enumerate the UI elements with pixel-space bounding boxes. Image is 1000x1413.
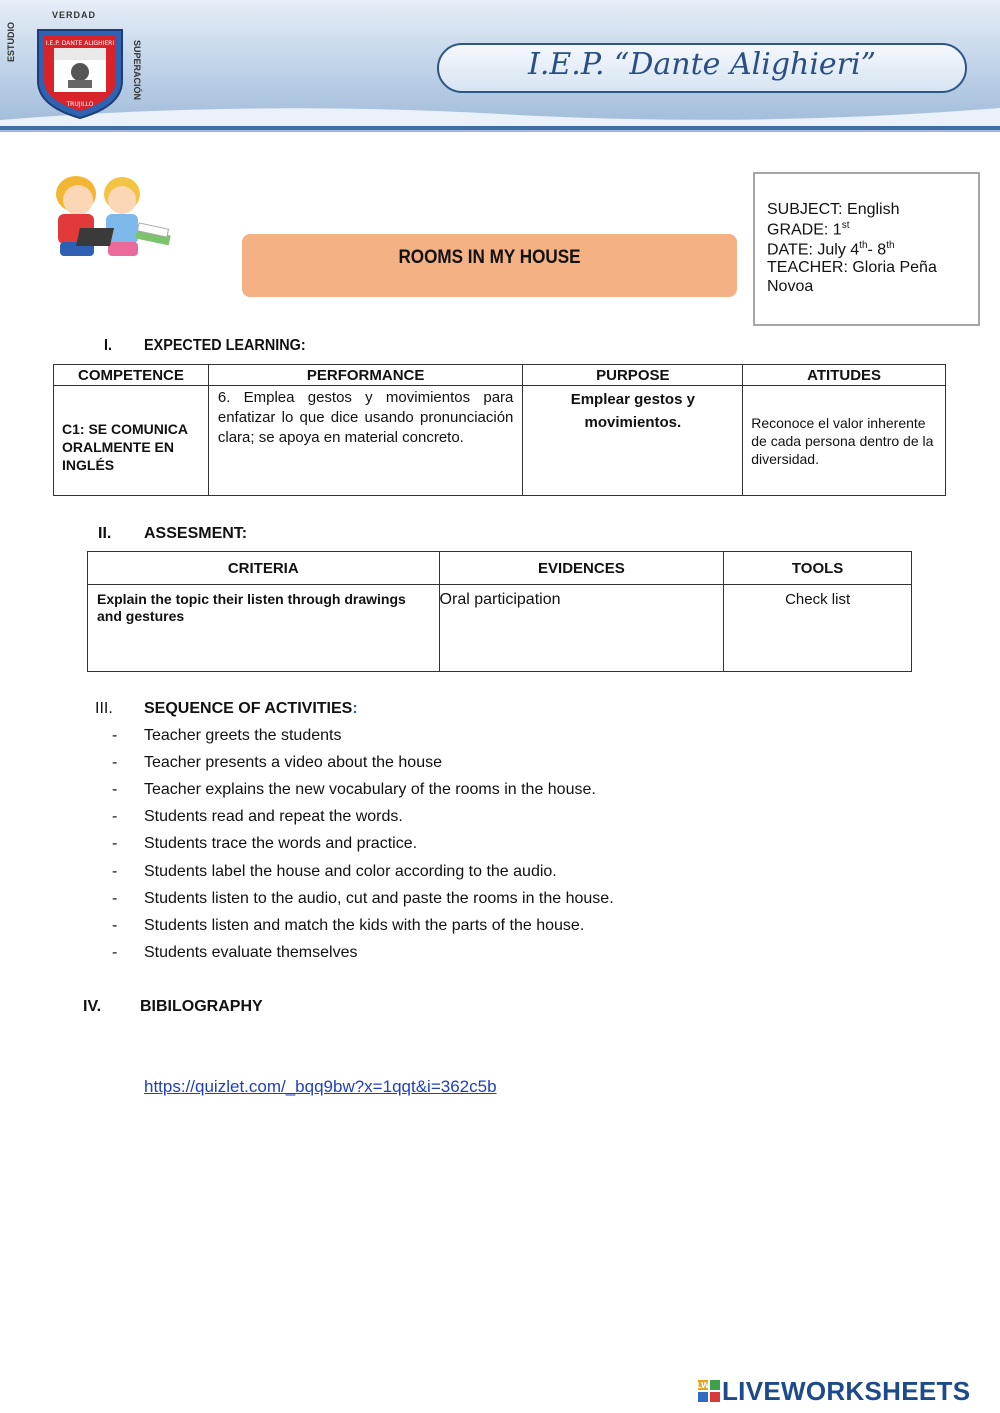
section-number: IV. (83, 998, 102, 1015)
list-bullet: - (112, 917, 118, 934)
activity-item: Teacher presents a video about the house (144, 754, 442, 771)
liveworksheets-logo-icon (698, 1380, 720, 1402)
logo-letters: LW (696, 1381, 710, 1390)
table-header-row (54, 365, 946, 386)
crest-top-text: VERDAD (52, 10, 97, 20)
activity-item: Students listen to the audio, cut and paste the rooms in the house. (144, 890, 614, 907)
list-bullet: - (112, 781, 118, 798)
list-bullet: - (112, 944, 118, 961)
list-bullet: - (112, 727, 118, 744)
section-number: I. (104, 337, 113, 354)
list-bullet: - (112, 863, 118, 880)
list-bullet: - (112, 808, 118, 825)
activity-item: Students listen and match the kids with the parts of the house. (144, 917, 585, 934)
section-title-assessment: ASSESMENT: (144, 525, 248, 542)
table-row (54, 386, 946, 496)
kids-studying-illustration (50, 168, 180, 262)
criteria-cell: Explain the topic their listen through drawings and gestures (88, 585, 440, 672)
table-header-row (88, 552, 912, 585)
table-header-cell: PERFORMANCE (208, 365, 523, 386)
competence-cell: C1: SE COMUNICA ORALMENTE EN INGLÉS (54, 386, 209, 496)
performance-cell: 6. Emplea gestos y movimientos para enfatizar lo que dice usando pronunciación clara; se apoya en material concreto. (208, 386, 523, 496)
header-underline (0, 126, 1000, 130)
assessment-table (87, 551, 912, 672)
expected-learning-table (53, 364, 946, 496)
activity-item: Students evaluate themselves (144, 944, 358, 961)
table-header-cell: TOOLS (724, 552, 912, 585)
activity-item: Students label the house and color according to the audio. (144, 863, 557, 880)
table-header-cell: EVIDENCES (439, 552, 724, 585)
purpose-cell: Emplear gestos y movimientos. (523, 386, 743, 496)
evidences-cell: Oral participation (439, 585, 724, 672)
activity-item: Teacher greets the students (144, 727, 342, 744)
activity-item: Students trace the words and practice. (144, 835, 418, 852)
section-number: II. (98, 525, 112, 542)
grade-line: GRADE: 1st (767, 220, 850, 239)
subject-line: SUBJECT: English (767, 201, 900, 218)
attitudes-cell: Reconoce el valor inherente de cada persona dentro de la diversidad. (743, 386, 946, 496)
crest-right-text: SUPERACIÓN (132, 40, 142, 101)
activity-item: Students read and repeat the words. (144, 808, 403, 825)
table-header-cell: CRITERIA (88, 552, 440, 585)
table-header-cell: ATITUDES (743, 365, 946, 386)
section-title-bibliography: BIBILOGRAPHY (140, 998, 263, 1015)
teacher-line: TEACHER: Gloria Peña (767, 259, 937, 276)
section-title-activities: SEQUENCE OF ACTIVITIES: (144, 700, 358, 717)
activity-item: Teacher explains the new vocabulary of the rooms in the house. (144, 781, 596, 798)
table-row (88, 585, 912, 672)
crest-inner-text: I.E.P. DANTE ALIGHIERI (45, 40, 115, 47)
date-line: DATE: July 4th- 8th (767, 240, 895, 259)
bibliography-link[interactable]: https://quizlet.com/_bqq9bw?x=1qqt&i=362c5b (144, 1077, 497, 1096)
tools-cell: Check list (724, 585, 912, 672)
section-title-expected-learning: EXPECTED LEARNING: (144, 337, 306, 354)
list-bullet: - (112, 754, 118, 771)
lesson-title: ROOMS IN MY HOUSE (398, 247, 581, 268)
table-header-cell: COMPETENCE (54, 365, 209, 386)
school-name: I.E.P. “Dante Alighieri” (528, 47, 876, 82)
crest-left-text: ESTUDIO (6, 21, 16, 62)
section-number: III. (95, 700, 113, 717)
list-bullet: - (112, 835, 118, 852)
list-bullet: - (112, 890, 118, 907)
crest-bottom-text: TRUJILLO (66, 101, 94, 108)
teacher-line-continued: Novoa (767, 278, 814, 295)
liveworksheets-brand: LIVEWORKSHEETS (722, 1376, 971, 1406)
table-header-cell: PURPOSE (523, 365, 743, 386)
school-crest-icon (30, 26, 130, 121)
